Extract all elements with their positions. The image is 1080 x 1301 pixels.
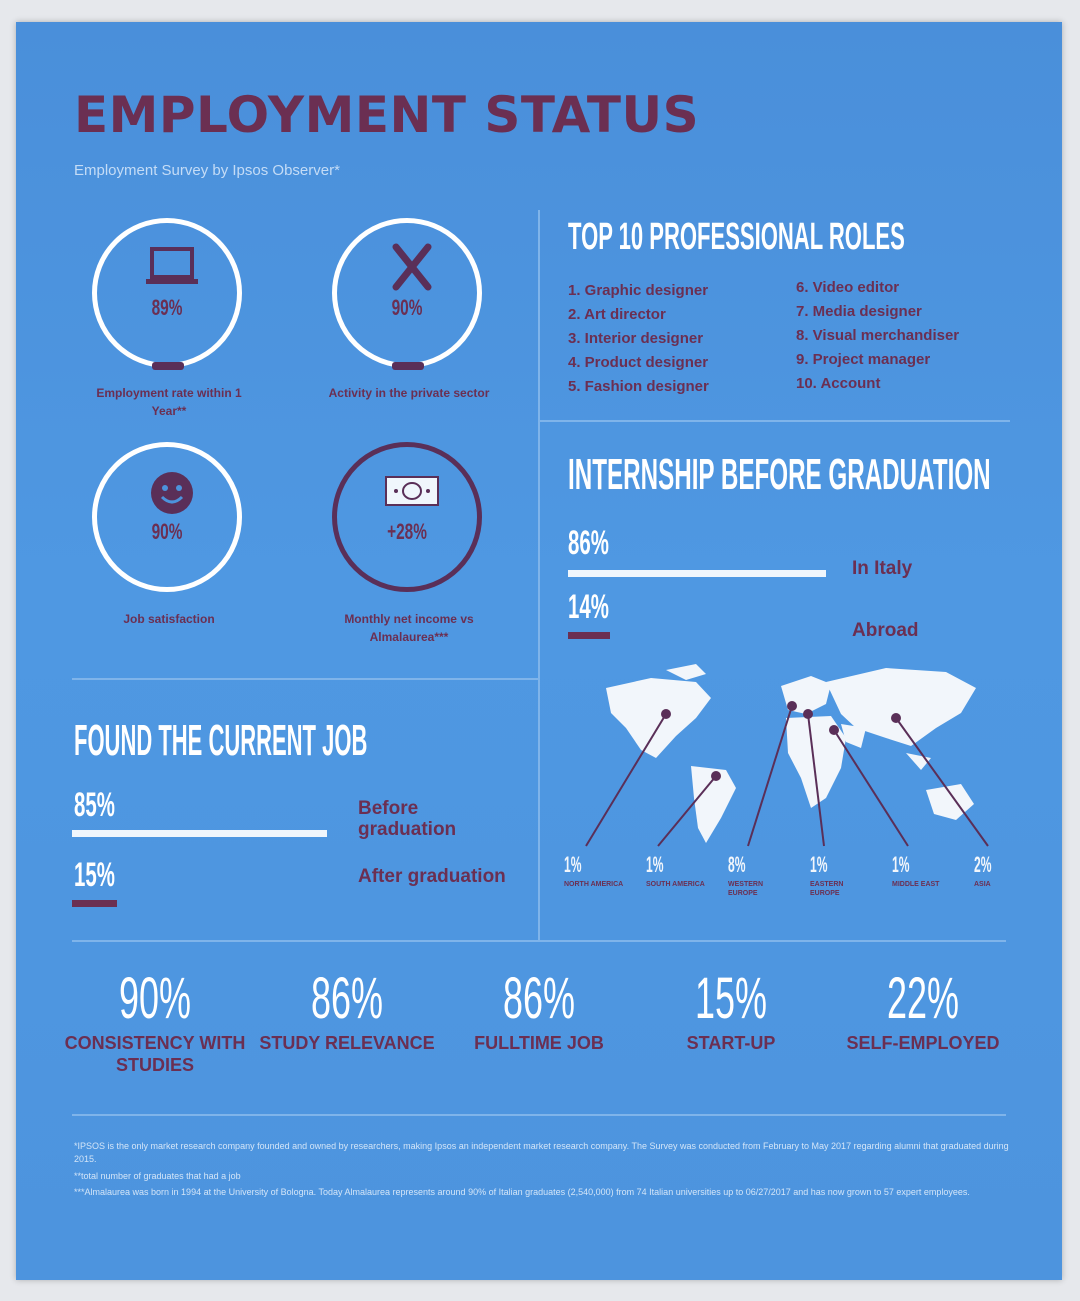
internship-abroad-bar	[568, 632, 610, 639]
region-asia: 2% ASIA	[974, 852, 992, 888]
list-item: 9. Project manager	[796, 351, 931, 368]
stat-value: 90%	[151, 519, 183, 544]
stat-label: Activity in the private sector	[328, 386, 490, 400]
stat-label: Employment rate within 1 Year**	[96, 386, 242, 418]
banknote-icon	[382, 467, 442, 517]
bottom-stat-fulltime: 86% FULLTIME JOB	[474, 966, 604, 1053]
smiley-icon	[142, 467, 202, 517]
list-item: 8. Visual merchandiser	[796, 327, 960, 344]
list-item: 5. Fashion designer	[568, 378, 709, 395]
found-before-label: Before graduation	[358, 798, 457, 840]
region-western-europe: 8% WESTERN EUROPE	[728, 852, 763, 897]
pencil-cross-icon	[382, 243, 442, 293]
bottom-stat-startup: 15% START-UP	[686, 966, 776, 1053]
stat-value: 89%	[151, 295, 183, 320]
map-leader-lines	[556, 658, 1026, 878]
footnote: *IPSOS is the only market research company founded and owned by researchers, making Ipsos an independent market research company. The Survey was conducted from February to May 2017 regarding alumni that graduated during 2015.	[74, 1141, 1009, 1164]
stat-value: +28%	[387, 519, 427, 544]
stat-circle-income	[332, 442, 482, 592]
found-after-label: After graduation	[358, 866, 506, 887]
found-job-heading: FOUND THE CURRENT JOB	[74, 716, 368, 765]
internship-abroad-label: Abroad	[852, 620, 919, 641]
region-north-america: 1% NORTH AMERICA	[564, 852, 624, 888]
roles-list-left	[568, 279, 709, 399]
divider	[72, 1114, 1006, 1116]
divider	[72, 678, 540, 680]
list-item: 7. Media designer	[796, 303, 922, 320]
page-title: EMPLOYMENT STATUS	[74, 86, 700, 144]
found-after-bar	[72, 900, 117, 907]
internship-abroad-value: 14%	[568, 588, 609, 626]
found-before-bar	[72, 830, 327, 837]
list-item: 3. Interior designer	[568, 330, 704, 347]
footnote: ***Almalaurea was born in 1994 at the University of Bologna. Today Almalaurea represents around 90% of Italian graduates (2,540,000) from 74 Italian universities up to 06/27/2017 and has now grown to 57 expert employees.	[74, 1187, 970, 1197]
bottom-stat-consistency: 90% CONSISTENCY WITH STUDIES	[64, 966, 246, 1075]
footnote: **total number of graduates that had a job	[74, 1171, 241, 1181]
divider	[540, 420, 1010, 422]
stat-circle-private-sector	[332, 218, 482, 368]
divider	[72, 940, 1006, 942]
stat-circle-satisfaction	[92, 442, 242, 592]
list-item: 1. Graphic designer	[568, 282, 709, 299]
list-item: 4. Product designer	[568, 354, 709, 371]
bottom-stat-self-employed: 22% SELF-EMPLOYED	[846, 966, 1000, 1053]
stat-label: Monthly net income vs Almalaurea***	[344, 612, 474, 644]
stat-label: Job satisfaction	[123, 612, 215, 626]
list-item: 10. Account	[796, 375, 881, 392]
laptop-icon	[142, 243, 202, 293]
found-before-value: 85%	[74, 786, 115, 824]
internship-heading: INTERNSHIP BEFORE GRADUATION	[568, 450, 991, 499]
stat-value: 90%	[391, 295, 423, 320]
found-after-value: 15%	[74, 856, 115, 894]
internship-italy-bar	[568, 570, 826, 577]
internship-italy-label: In Italy	[852, 558, 913, 579]
list-item: 2. Art director	[568, 306, 666, 323]
stat-circle-employment	[92, 218, 242, 368]
region-eastern-europe: 1% EASTERN EUROPE	[810, 852, 844, 897]
region-south-america: 1% SOUTH AMERICA	[646, 852, 705, 888]
page-subtitle: Employment Survey by Ipsos Observer*	[74, 162, 340, 179]
roles-heading: TOP 10 PROFESSIONAL ROLES	[568, 216, 905, 258]
internship-italy-value: 86%	[568, 524, 609, 562]
divider	[538, 210, 540, 940]
region-middle-east: 1% MIDDLE EAST	[892, 852, 940, 888]
roles-list-right	[796, 276, 959, 396]
list-item: 6. Video editor	[796, 279, 900, 296]
infographic-poster	[16, 22, 1062, 1280]
bottom-stat-relevance: 86% STUDY RELEVANCE	[259, 966, 435, 1053]
